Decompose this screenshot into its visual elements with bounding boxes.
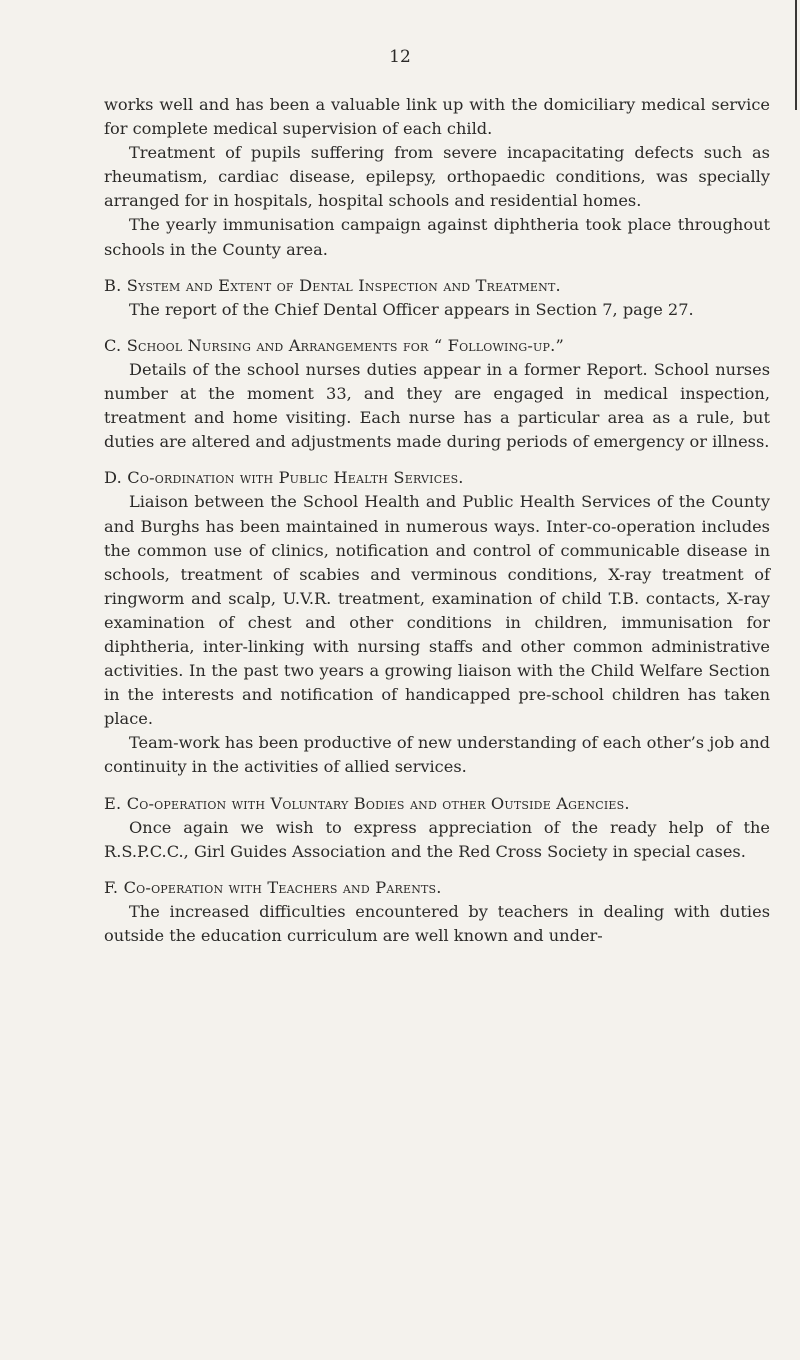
section-c-heading: C. School Nursing and Arrangements for “ Following-up.” (104, 335, 564, 355)
section-d-heading: D. Co-ordination with Public Health Services. (104, 468, 464, 488)
section-f-heading: F. Co-operation with Teachers and Parents. (104, 877, 442, 897)
intro-paragraph-1: works well and has been a valuable link up with the domiciliary medical service for complete medical supervision of each child. (104, 95, 770, 139)
section-e-heading: E. Co-operation with Voluntary Bodies and other Outside Agencies. (104, 793, 630, 813)
page-number: 12 (389, 47, 411, 67)
body-text (104, 93, 770, 948)
intro-paragraph-2: Treatment of pupils suffering from severe incapacitating defects such as rheumatism, cardiac disease, epilepsy, orthopaedic conditions, was specially arranged for in hospitals, hospital schools and residential homes. (104, 143, 770, 211)
section-d-paragraph-2: Team-work has been productive of new understanding of each other’s job and continuity in the activities of allied services. (104, 733, 770, 777)
section-e-paragraph-1: Once again we wish to express appreciation of the ready help of the R.S.P.C.C., Girl Guides Association and the Red Cross Society in special cases. (104, 817, 770, 861)
section-c-paragraph-1: Details of the school nurses duties appear in a former Report. School nurses number at the moment 33, and they are engaged in medical inspection, treatment and home visiting. Each nurse has a particular area as a rule, but duties are altered and adjustments made during periods of emergency or illness. (104, 359, 770, 452)
section-b-heading: B. System and Extent of Dental Inspection and Treatment. (104, 275, 561, 295)
section-b-paragraph-1: The report of the Chief Dental Officer appears in Section 7, page 27. (129, 299, 694, 319)
section-f-paragraph-1: The increased difficulties encountered by teachers in dealing with duties outside the education curriculum are well known and under- (104, 901, 770, 945)
intro-paragraph-3: The yearly immunisation campaign against diphtheria took place throughout schools in the County area. (104, 215, 770, 259)
section-d-paragraph-1: Liaison between the School Health and Public Health Services of the County and Burghs has been maintained in numerous ways. Inter-co-operation includes the common use of clinics, notification and control of communicable disease in schools, treatment of scabies and verminous conditions, X-ray treatment of ringworm and scalp, U.V.R. treatment, examination of child T.B. contacts, X-ray examination of chest and other conditions in children, immunisation for diphtheria, inter-linking with nursing staffs and other common administrative activities. In the past two years a growing liaison with the Child Welfare Section in the interests and notification of handicapped pre-school children has taken place. (104, 492, 770, 729)
